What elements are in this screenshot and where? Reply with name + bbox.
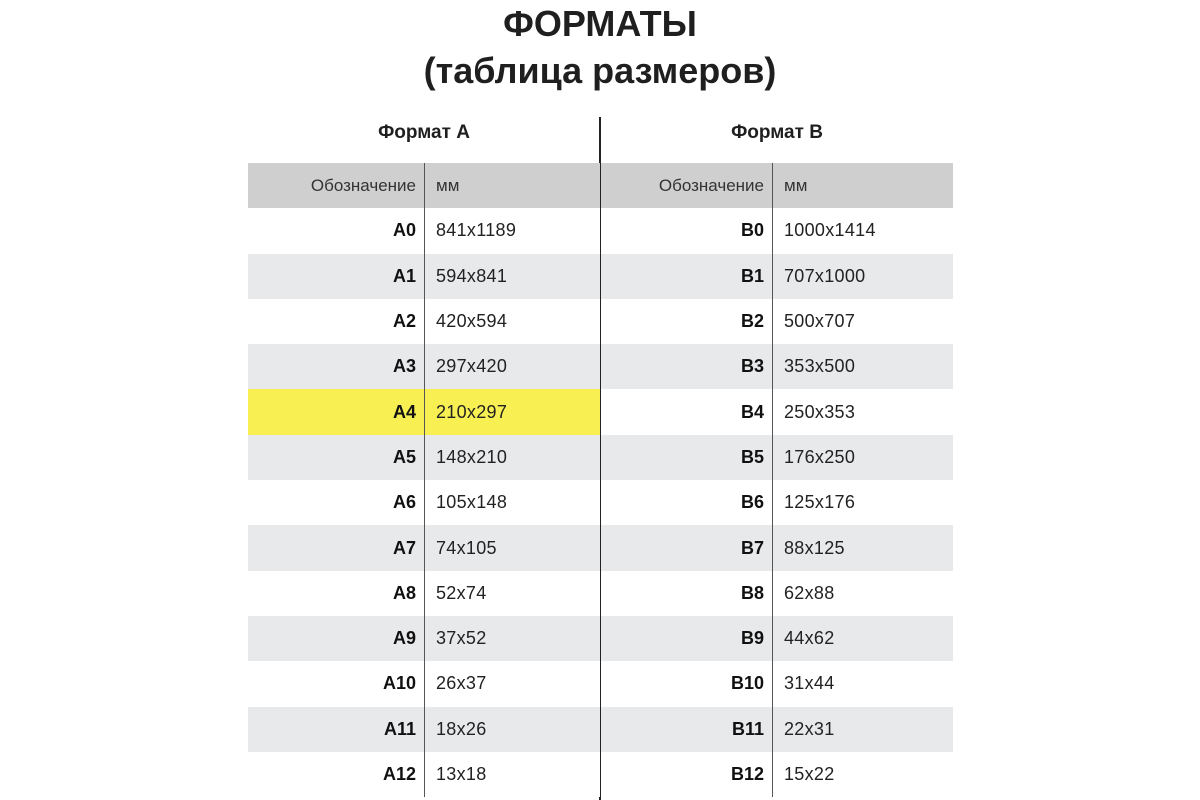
format-size-cell: 707x1000 <box>784 265 866 286</box>
format-size-cell: 250x353 <box>784 401 856 422</box>
format-name-cell: A12 <box>248 752 425 797</box>
format-name-cell: A4 <box>248 389 425 434</box>
format-size-cell: 420x594 <box>436 311 508 332</box>
format-size-cell: 18x26 <box>436 718 487 739</box>
table-row <box>248 435 600 480</box>
format-name-cell: B10 <box>601 661 773 706</box>
format-name-cell: B6 <box>601 480 773 525</box>
table-row <box>601 661 953 706</box>
format-name-cell: B1 <box>601 254 773 299</box>
format-name-cell: B5 <box>601 435 773 480</box>
format-name-cell: B4 <box>601 389 773 434</box>
format-size-cell: 15x22 <box>784 764 835 784</box>
format-name-cell: B0 <box>601 208 773 253</box>
format-b-table-header <box>601 163 953 208</box>
format-size-cell: 841x1189 <box>436 220 517 241</box>
format-size-cell: 176x250 <box>784 446 856 467</box>
format-b-table-body <box>601 208 953 797</box>
format-name-cell: B7 <box>601 525 773 570</box>
table-row <box>248 752 600 797</box>
format-size-cell: 353x500 <box>784 356 856 377</box>
format-name-cell: A10 <box>248 661 425 706</box>
table-row <box>601 616 953 661</box>
table-row <box>248 571 600 616</box>
table-row <box>601 208 953 253</box>
table-row <box>248 480 600 525</box>
format-name-cell: A8 <box>248 571 425 616</box>
table-row <box>601 707 953 752</box>
table-row <box>248 525 600 570</box>
format-b-heading: Формат В <box>731 122 823 143</box>
table-row <box>248 299 600 344</box>
table-row <box>248 389 600 434</box>
format-a-section <box>248 118 600 797</box>
table-row <box>601 752 953 797</box>
format-name-cell: B12 <box>601 752 773 797</box>
format-a-col-designation: Обозначение <box>248 163 425 208</box>
format-size-cell: 37x52 <box>436 628 487 649</box>
page-title <box>0 0 1200 94</box>
table-row <box>601 299 953 344</box>
table-row <box>601 525 953 570</box>
format-a-table-header <box>248 163 600 208</box>
format-size-cell: 1000x1414 <box>784 220 876 241</box>
format-name-cell: A1 <box>248 254 425 299</box>
table-row <box>248 707 600 752</box>
format-size-cell: 74x105 <box>436 537 497 558</box>
format-name-cell: B9 <box>601 616 773 661</box>
format-b-section <box>601 118 953 797</box>
format-size-cell: 88x125 <box>784 537 845 558</box>
table-row <box>601 435 953 480</box>
format-name-cell: A7 <box>248 525 425 570</box>
format-b-col-mm: мм <box>784 175 808 195</box>
format-size-cell: 26x37 <box>436 673 487 694</box>
format-name-cell: B8 <box>601 571 773 616</box>
table-row <box>601 571 953 616</box>
format-a-heading: Формат А <box>378 122 470 143</box>
title-line-1: ФОРМАТЫ <box>503 3 697 44</box>
format-size-cell: 62x88 <box>784 582 835 603</box>
format-size-cell: 31x44 <box>784 673 835 694</box>
format-name-cell: A5 <box>248 435 425 480</box>
format-size-cell: 44x62 <box>784 628 835 649</box>
format-size-cell: 13x18 <box>436 764 487 784</box>
format-name-cell: A2 <box>248 299 425 344</box>
format-name-cell: B3 <box>601 344 773 389</box>
table-row <box>601 254 953 299</box>
format-size-cell: 148x210 <box>436 446 508 467</box>
table-row <box>248 344 600 389</box>
table-row <box>601 389 953 434</box>
format-a-col-mm: мм <box>436 175 460 195</box>
format-size-cell: 125x176 <box>784 492 856 513</box>
table-row <box>248 254 600 299</box>
format-size-cell: 594x841 <box>436 265 508 286</box>
format-size-cell: 22x31 <box>784 718 835 739</box>
format-name-cell: A9 <box>248 616 425 661</box>
table-row <box>248 661 600 706</box>
table-row <box>248 208 600 253</box>
format-name-cell: A0 <box>248 208 425 253</box>
format-name-cell: A6 <box>248 480 425 525</box>
table-row <box>248 616 600 661</box>
table-row <box>601 480 953 525</box>
title-line-2: (таблица размеров) <box>423 50 777 91</box>
format-size-cell: 500x707 <box>784 311 856 332</box>
format-name-cell: B2 <box>601 299 773 344</box>
format-name-cell: B11 <box>601 707 773 752</box>
format-size-cell: 297x420 <box>436 356 508 377</box>
format-size-cell: 52x74 <box>436 582 487 603</box>
format-a-table-body <box>248 208 600 797</box>
format-size-cell: 105x148 <box>436 492 508 513</box>
format-size-cell: 210x297 <box>436 401 508 422</box>
format-name-cell: A3 <box>248 344 425 389</box>
format-name-cell: A11 <box>248 707 425 752</box>
table-row <box>601 344 953 389</box>
format-b-col-designation: Обозначение <box>601 163 773 208</box>
